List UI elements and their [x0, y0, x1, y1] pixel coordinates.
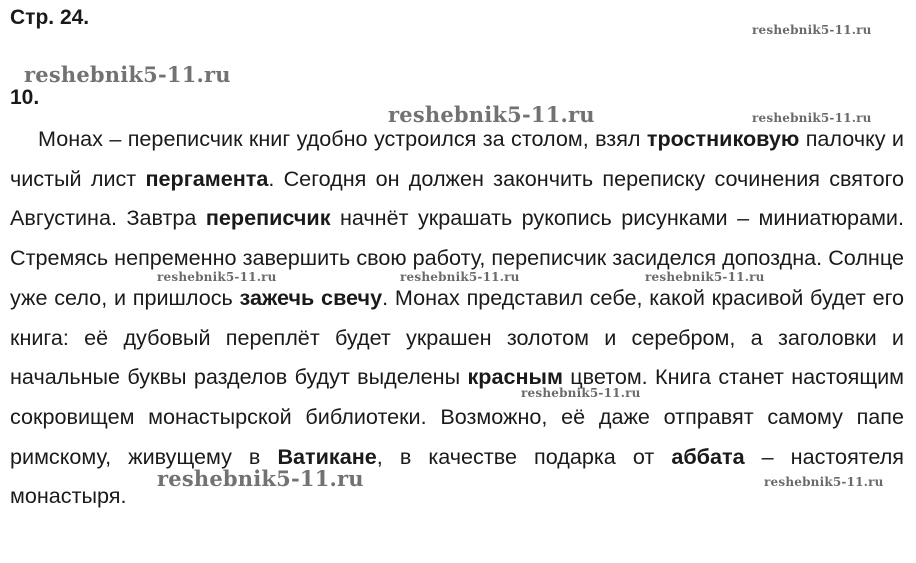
page-heading: Стр. 24. [10, 6, 90, 29]
bold-term-abbot: аббата [671, 443, 745, 469]
text-segment: начнёт украшать рукопись рисунками – миниатюрами. Стремясь непременно завершить свою работу, переписчик засиделся допоздна. Солнце уже село, и пришлось [10, 205, 904, 310]
text-segment: . Сегодня он должен закончить переписку сочинения святого Августина. Завтра [10, 165, 905, 231]
watermark: reshebnik5-11.ru [157, 466, 364, 491]
task-number: 10. [10, 86, 40, 109]
text-segment: , в качестве подарка от [376, 443, 672, 469]
bold-term-reed: тростниковую [646, 126, 800, 151]
watermark: reshebnik5-11.ru [764, 475, 884, 489]
text-segment: палочку и чистый лист [10, 126, 904, 191]
bold-term-scribe: переписчик [205, 205, 331, 231]
text-segment: цветом. Книга станет настоящим сокровищем монастырской библиотеки. Возможно, её даже отправят самому папе римскому, живущему в [10, 364, 904, 469]
bold-term-vatican: Ватикане [277, 443, 377, 469]
watermark: reshebnik5-11.ru [388, 102, 595, 127]
text-segment: – настоятеля монастыря. [10, 443, 904, 509]
task-text [10, 119, 904, 516]
watermark: reshebnik5-11.ru [24, 62, 231, 87]
bold-term-parchment: пергамента [145, 165, 269, 191]
watermark: reshebnik5-11.ru [752, 111, 872, 125]
text-segment: . Монах представил себе, какой красивой будет его книга: её дубовый переплёт будет украшен золотом и серебром, а заголовки и начальные буквы разделов будут выделены [10, 284, 904, 390]
watermark: reshebnik5-11.ru [752, 23, 872, 37]
bold-term-candle: зажечь свечу [239, 284, 383, 310]
watermark: reshebnik5-11.ru [400, 270, 520, 284]
watermark: reshebnik5-11.ru [645, 270, 765, 284]
watermark: reshebnik5-11.ru [157, 270, 277, 284]
text-segment: Монах – переписчик книг удобно устроился за столом, взял [38, 126, 647, 151]
bold-term-red: красным [467, 364, 563, 390]
watermark: reshebnik5-11.ru [521, 386, 641, 400]
